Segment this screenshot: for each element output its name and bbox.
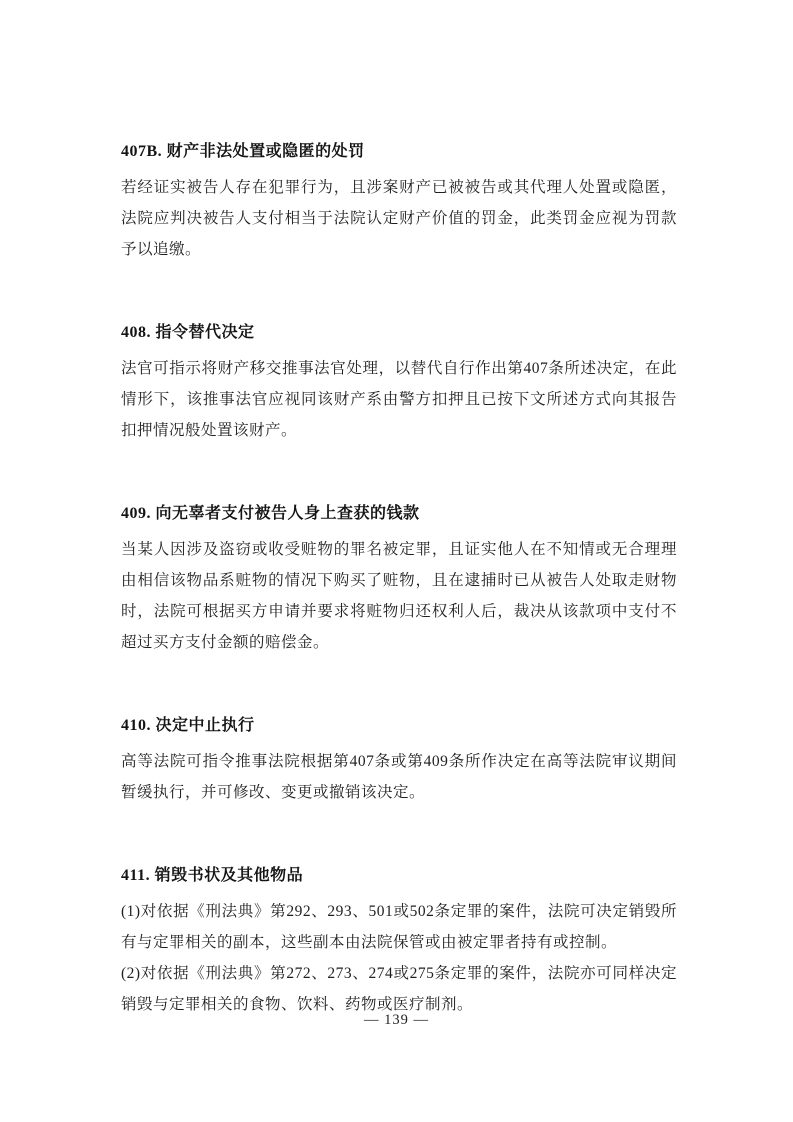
section-409 xyxy=(121,503,677,658)
section-410-paragraph: 高等法院可指令推事法院根据第407条或第409条所作决定在高等法院审议期间暂缓执行，并可修改、变更或撤销该决定。 xyxy=(121,753,677,801)
section-410-heading: 410. 决定中止执行 xyxy=(121,717,255,734)
section-411-heading: 411. 销毁书状及其他物品 xyxy=(121,867,304,884)
page-number: — 139 — xyxy=(364,1012,429,1028)
document-content xyxy=(121,141,677,1020)
section-408-paragraph: 法官可指示将财产移交推事法官处理，以替代自行作出第407条所述决定，在此情形下，该推事法官应视同该财产系由警方扣押且已按下文所述方式向其报告扣押情况般处置该财产。 xyxy=(121,360,677,439)
section-411-paragraph-2: (2)对依据《刑法典》第272、273、274或275条定罪的案件，法院亦可同样决定销毁与定罪相关的食物、饮料、药物或医疗制剂。 xyxy=(121,965,677,1013)
section-409-paragraph: 当某人因涉及盗窃或收受赃物的罪名被定罪，且证实他人在不知情或无合理理由相信该物品系赃物的情况下购买了赃物，且在逮捕时已从被告人处取走财物时，法院可根据买方申请并要求将赃物归还权利人后，裁决从该款项中支付不超过买方支付金额的赔偿金。 xyxy=(121,541,677,651)
section-410 xyxy=(121,715,677,808)
section-409-heading: 409. 向无辜者支付被告人身上查获的钱款 xyxy=(121,505,420,522)
section-408 xyxy=(121,322,677,446)
section-407b-heading: 407B. 财产非法处置或隐匿的处罚 xyxy=(121,143,365,160)
section-411 xyxy=(121,865,677,1020)
page-footer xyxy=(0,1012,793,1029)
section-407b-paragraph: 若经证实被告人存在犯罪行为，且涉案财产已被被告或其代理人处置或隐匿，法院应判决被告人支付相当于法院认定财产价值的罚金，此类罚金应视为罚款予以追缴。 xyxy=(121,179,677,258)
section-408-heading: 408. 指令替代决定 xyxy=(121,324,255,341)
section-411-paragraph-1: (1)对依据《刑法典》第292、293、501或502条定罪的案件，法院可决定销毁所有与定罪相关的副本，这些副本由法院保管或由被定罪者持有或控制。 xyxy=(121,903,677,951)
section-407b xyxy=(121,141,677,265)
